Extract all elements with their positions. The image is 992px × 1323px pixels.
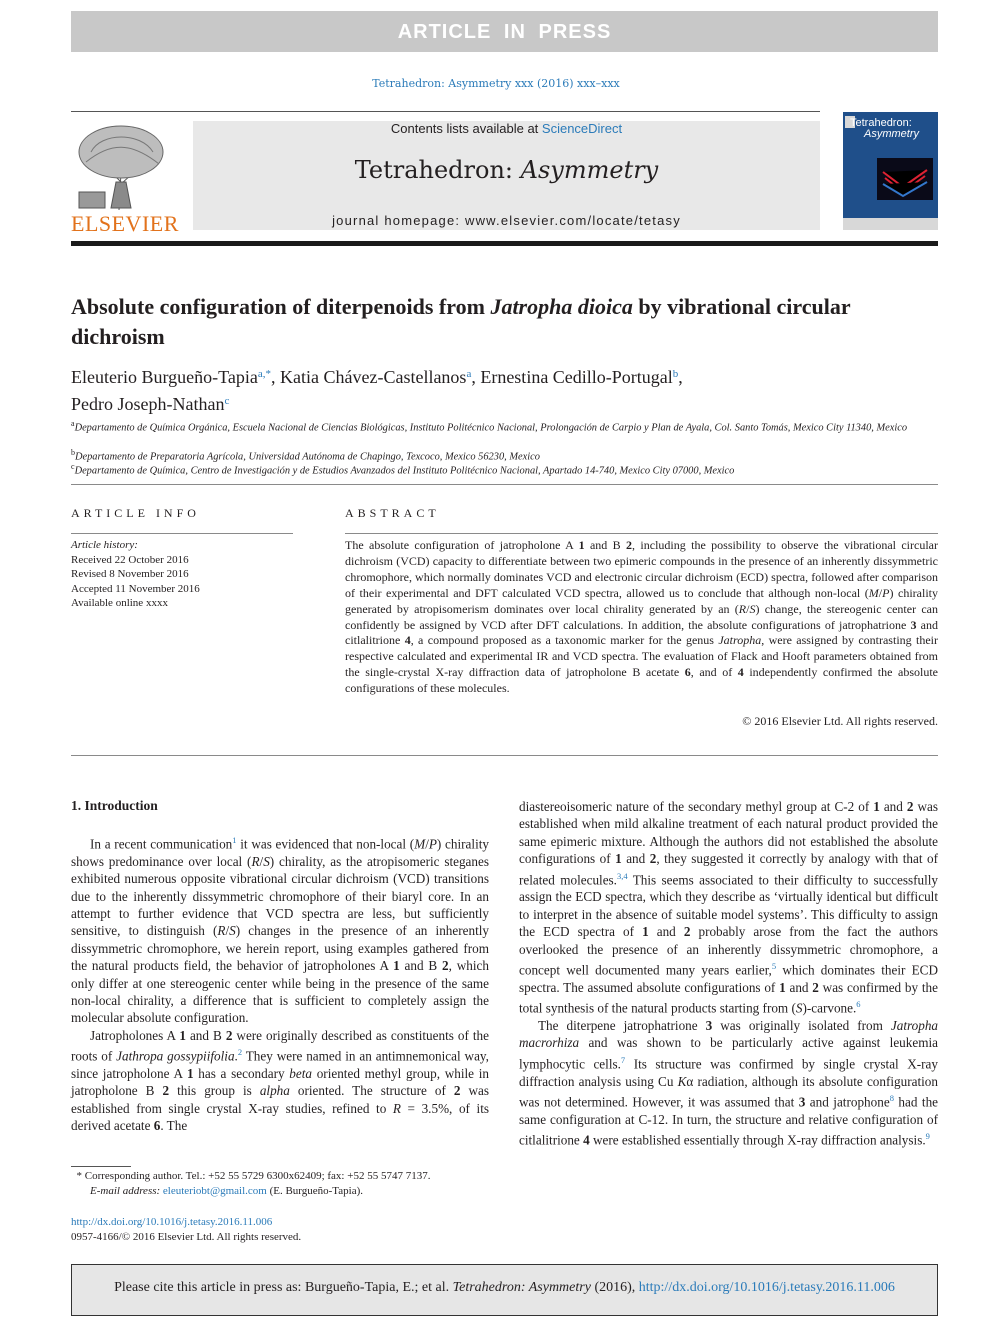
online-date: Available online xxxx (71, 597, 168, 610)
article-in-press-banner: ARTICLE IN PRESS (71, 11, 938, 52)
affiliation-text: Departamento de Química, Centro de Investigación y de Estudios Avanzados del Instituto Politécnico Nacional, Apartado 14-740, Mexico City 07000, Mexico (74, 465, 735, 477)
elsevier-wordmark: ELSEVIER (71, 211, 179, 236)
cover-title-line2: Asymmetry (864, 128, 919, 140)
abstract-heading: ABSTRACT (345, 506, 440, 520)
sciencedirect-link[interactable]: ScienceDirect (541, 121, 623, 136)
journal-title (193, 156, 820, 184)
cite-journal: Tetrahedron: Asymmetry (452, 1280, 591, 1295)
affiliation-marker: b (71, 448, 75, 457)
doi-block (71, 1215, 301, 1245)
accepted-date: Accepted 11 November 2016 (71, 582, 200, 595)
section-heading: 1. Introduction (71, 798, 158, 813)
abstract-bottom-rule (71, 755, 938, 756)
cite-year: (2016), (590, 1280, 639, 1295)
journal-title-plain: Tetrahedron: (354, 156, 521, 184)
article-title (71, 292, 891, 352)
paragraph: Jatropholones A 1 and B 2 were originally described as constituents of the roots of Jathropa gossypiifolia.$^2$ They were named in an antimnemonical way, since jatropholone A 1 has a secondary beta oriented methyl group, while in jatropholone B 2 this group is alpha oriented. The structure of 2 was established from single crystal X-ray studies, refined to R = 3.5%, of its derived acetate 6. The (71, 1027, 490, 1134)
title-italic: Jatropha dioica (490, 294, 633, 319)
article-info-heading: ARTICLE INFO (71, 506, 200, 520)
author-list (71, 362, 931, 416)
contents-prefix: Contents lists available at (390, 121, 542, 136)
cover-title-line1: Tetrahedron: (850, 117, 912, 129)
author-sep: , (678, 367, 683, 387)
header-rule (71, 111, 820, 112)
left-column (71, 832, 489, 1135)
affiliation (71, 460, 938, 479)
author-affil-marker[interactable]: a,* (257, 368, 271, 380)
author-affil-marker[interactable]: a (466, 368, 472, 380)
journal-title-italic: Asymmetry (520, 156, 659, 184)
author[interactable] (480, 367, 682, 387)
author-name: Eleuterio Burgueño-Tapia (71, 367, 258, 387)
cover-title (850, 118, 919, 140)
received-date: Received 22 October 2016 (71, 553, 189, 566)
article-history (71, 538, 301, 611)
contents-line (193, 121, 820, 136)
copyright-line: © 2016 Elsevier Ltd. All rights reserved. (742, 714, 938, 728)
doi-link[interactable]: http://dx.doi.org/10.1016/j.tetasy.2016.11.006 (71, 1216, 273, 1228)
footnote-rule (71, 1166, 131, 1167)
abstract-text: The absolute configuration of jatropholone A 1 and B 2, including the possibility to observe the vibrational circular dichroism (VCD) capacity to differentiate between two epimeric compounds in the presence of an inherently dissymmetric chromophore, which normally dominates VCD and electronic circular dichroism (ECD) spectra, followed after comparison of their experimental and DFT calculated VCD spectra, allowed us to conclude that although non-local (M/P) chirality generated by atropisomerism dominates over local chirality generated by an (R/S) change, the stereogenic center can confidently be assigned by VCD after DFT calculations. In addition, the absolute configurations of jatrophatrione 3 and citlalitrione 4, a compound proposed as a taxonomic marker for the genus Jatropha, were assigned by contrasting their respective calculated and experimental IR and VCD spectra. The evaluation of Flack and Hooft parameters obtained from the single-crystal X-ray diffraction data of jatropholone B acetate 6, and of 4 independently confirmed the absolute configurations of these molecules. (345, 538, 939, 696)
affiliation-text: Departamento de Preparatoria Agrícola, Universidad Autónoma de Chapingo, Texcoco, Mexico 56230, Mexico (75, 451, 540, 463)
author[interactable] (280, 367, 480, 387)
title-plain: Absolute configuration of diterpenoids from (71, 294, 491, 319)
author-affil-marker[interactable]: b (672, 368, 679, 380)
journal-reference[interactable]: Tetrahedron: Asymmetry xxx (2016) xxx–xxx (372, 77, 620, 90)
email-label: E-mail address: (90, 1185, 163, 1197)
title-rest: by vibrational circular dichroism (71, 294, 851, 349)
paragraph: In a recent communication$^1$ it was evidenced that non-local (M/P) chirality shows predominance over local (R/S) chirality, as the atropisomeric steganes exhibited numerous opposite vibrational circular dichroism (VCD) transitions due to the inherently dissymmetric chromophore of their biaryl core. In an attempt to further evidence that VCD spectra are less, but sufficiently sensitive, to distinguish (R/S) changes in the presence of an inherently dissymmetric chromophore, we herein report, using examples gathered from the natural products field, the behavior of jatropholones A 1 and B 2, which only differ at one stereogenic center while being in the presence of the same non-local chirality, a difference that is sufficient to completely assign the molecular absolute configuration. (71, 835, 489, 1026)
cite-prefix: Please cite this article in press as: Burgueño-Tapia, E.; et al. (114, 1280, 453, 1295)
corresponding-author-text: Corresponding author. Tel.: +52 55 5729 6300x62409; fax: +52 55 5747 7137. (84, 1170, 431, 1182)
author[interactable] (71, 367, 280, 387)
paragraph: diastereoisomeric nature of the secondary methyl group at C-2 of 1 and 2 was established when mild alkaline treatment of each natural product provided the same epimeric mixture. Although the authors did not established the absolute configurations of 1 and 2, they suggested it correctly by analogy with that of related molecules.$^{3,4}$ This seems associated to their difficulty to successfully assign the ECD spectra, which they describe as ‘virtually identical but difficult to interpret in the absence of suitable model systems’. This difficulty to assign the ECD spectra of 1 and 2 probably arose from the fact the authors overlooked the presence of an inherently dissymmetric chromophore, a concept well documented many years earlier,$^5$ which dominates their ECD spectra. The assumed absolute configurations of 1 and 2 was confirmed by the total synthesis of the natural products starting from (S)-carvone.$^6$ (519, 799, 938, 1016)
journal-homepage[interactable]: journal homepage: www.elsevier.com/locate/tetasy (332, 213, 681, 228)
corresponding-footnote: * Corresponding author. Tel.: +52 55 5729 6300x62409; fax: +52 55 5747 7137. E-mail address: eleuteriobt@gmail.com (E. Burgueño-Tapia). (71, 1170, 431, 1197)
right-column (519, 798, 938, 1149)
affiliation-marker: c (71, 462, 75, 471)
affiliation-rule (71, 484, 938, 485)
author-name: Pedro Joseph-Nathan (71, 394, 225, 414)
author-name: Ernestina Cedillo-Portugal (480, 367, 673, 387)
masthead-rule (71, 241, 938, 246)
article-info-rule (71, 533, 293, 534)
author-sep: , (471, 367, 481, 387)
author-sep: , (271, 367, 280, 387)
cite-doi-link[interactable]: http://dx.doi.org/10.1016/j.tetasy.2016.11.006 (638, 1280, 895, 1295)
email-owner: (E. Burgueño-Tapia). (266, 1185, 363, 1197)
author-affil-marker[interactable]: c (224, 395, 230, 407)
history-label: Article history: (71, 539, 138, 551)
citation-text (71, 1280, 938, 1296)
issn-line: 0957-4166/© 2016 Elsevier Ltd. All rights reserved. (71, 1231, 302, 1243)
affiliation-marker: a (71, 419, 75, 428)
affiliation-text: Departamento de Química Orgánica, Escuela Nacional de Ciencias Biológicas, Instituto Politécnico Nacional, Prolongación de Carpio y Plan de Ayala, Col. Santo Tomás, Mexico City 11340, Mexico (74, 422, 908, 434)
affiliation (71, 417, 938, 436)
paragraph: The diterpene jatrophatrione 3 was originally isolated from Jatropha macrorhiza and was shown to be particularly active against leukemia lymphocytic cells.$^7$ Its structure was confirmed by single crystal X-ray diffraction analysis using Cu Kα radiation, although its absolute configuration was not determined. However, it was assumed that 3 and jatrophone$^8$ had the same configuration at C-12. In turn, the structure and relative configuration of citlalitrione 4 were established essentially through X-ray diffraction analysis.$^9$ (519, 1018, 939, 1148)
abstract-rule (345, 533, 938, 534)
author-name: Katia Chávez-Castellanos (280, 367, 467, 387)
email-link[interactable]: eleuteriobt@gmail.com (162, 1185, 267, 1197)
revised-date: Revised 8 November 2016 (71, 568, 189, 581)
author[interactable] (71, 394, 229, 414)
